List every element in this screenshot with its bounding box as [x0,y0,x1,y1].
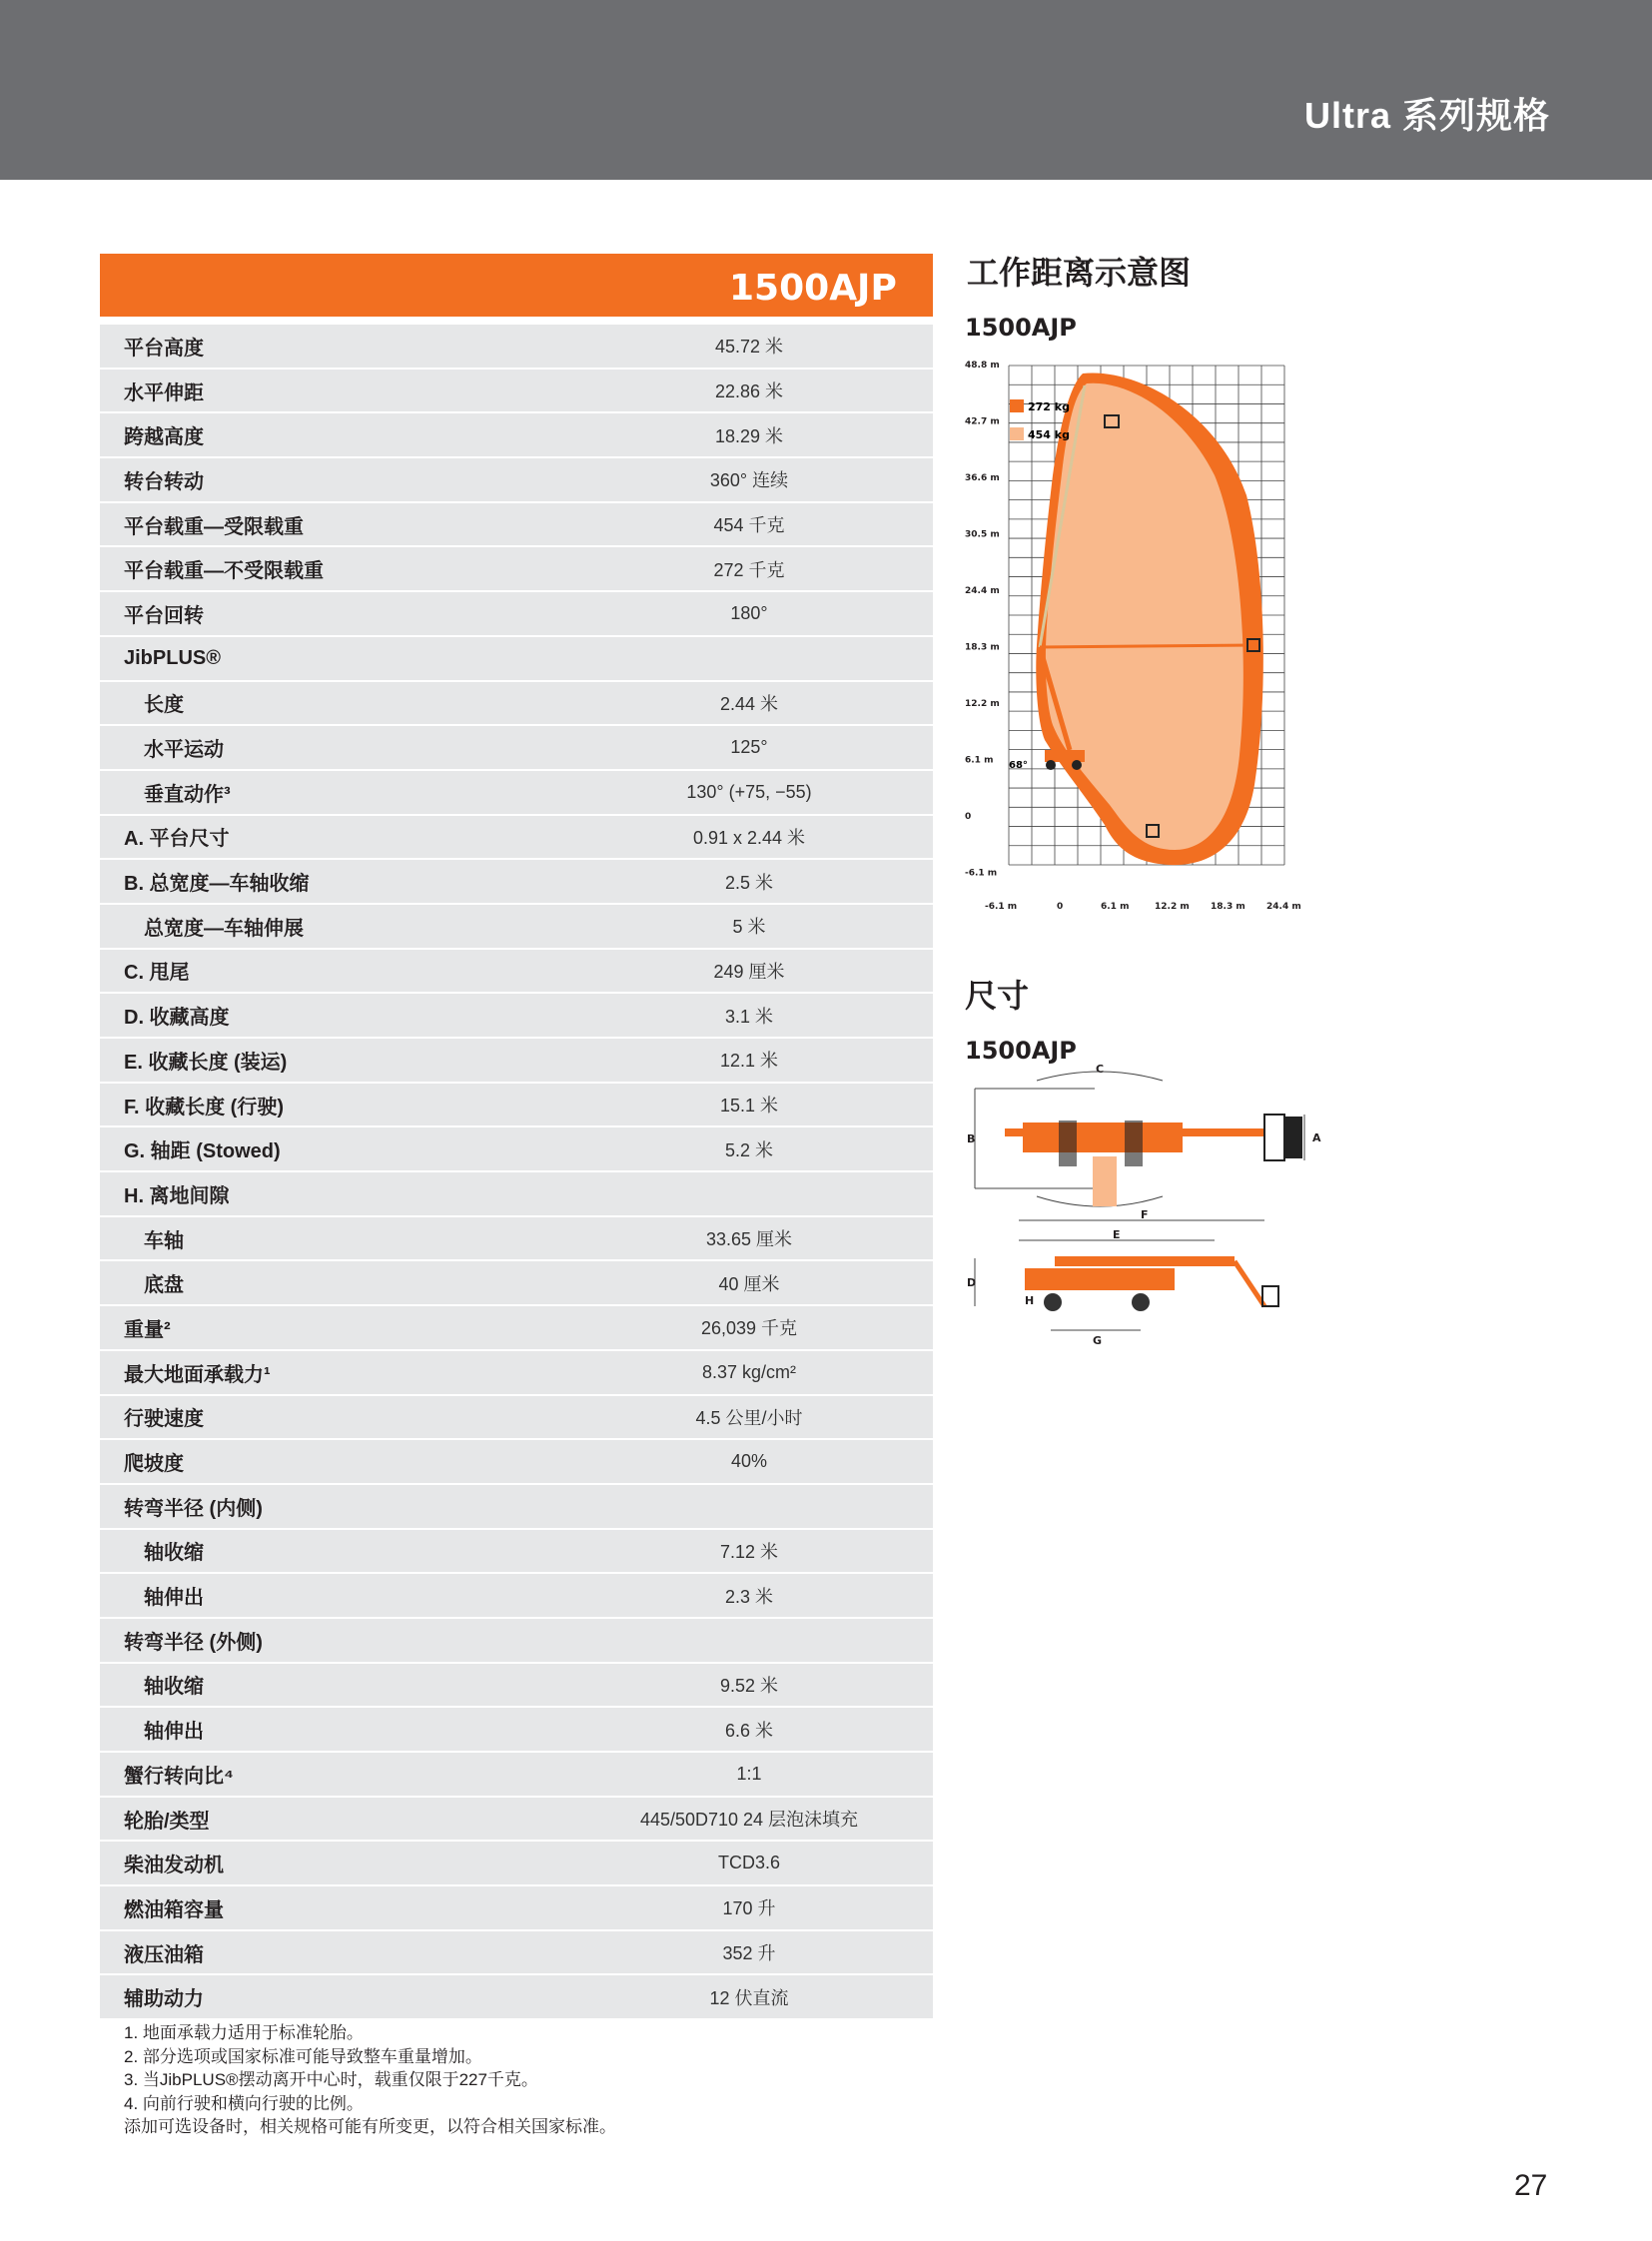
spec-value: 6.6 米 [724,1720,774,1741]
spec-value: 7.12 米 [719,1541,779,1562]
y-axis-label: 12.2 m [965,699,1000,709]
spec-row [100,1217,933,1262]
spec-value: 33.65 厘米 [705,1229,793,1250]
spec-rows [100,325,933,2020]
x-axis-label: -6.1 m [985,902,1018,912]
y-axis-label: 0 [965,812,972,822]
spec-label: 垂直动作³ [144,783,231,806]
wheel-top-view [1125,1120,1143,1166]
envelope-y-labels [965,361,1000,879]
spec-label: 液压油箱 [124,1943,204,1966]
spec-value: 4.5 公里/小时 [695,1407,803,1428]
dimensions-title: 尺寸 [965,978,1030,1014]
spec-label: 转弯半径 (外侧) [124,1631,263,1654]
legend-454-label: 454 kg [1028,428,1070,441]
y-axis-label: 48.8 m [965,361,1000,371]
spec-row [100,1886,933,1931]
spec-row [100,994,933,1039]
spec-row [100,1664,933,1709]
spec-row [100,458,933,503]
working-envelope-diagram [965,356,1314,915]
spec-value: 12 伏直流 [709,1987,789,2008]
spec-row [100,547,933,592]
spec-label: F. 收藏长度 (行驶) [124,1096,284,1119]
spec-value: 249 厘米 [713,961,785,982]
spec-value: 445/50D710 24 层泡沫填充 [639,1810,859,1831]
spec-value: 40% [730,1451,768,1472]
spec-label: 辅助动力 [124,1988,204,2011]
dim-letter-d: D [967,1276,977,1289]
y-axis-label: 42.7 m [965,416,1000,427]
spec-label: 柴油发动机 [124,1855,224,1877]
spec-row [100,771,933,816]
spec-label: A. 平台尺寸 [124,828,230,851]
x-axis-label: 18.3 m [1211,902,1245,912]
spec-row [100,1172,933,1217]
spec-value: 12.1 米 [719,1051,779,1072]
spec-row [100,413,933,458]
spec-value: 45.72 米 [714,337,784,358]
spec-row [100,370,933,414]
spec-label: 平台回转 [124,604,204,627]
chassis-top-view [1023,1122,1183,1152]
spec-value: 9.52 米 [719,1675,779,1696]
y-axis-label: 6.1 m [965,755,994,766]
spec-row [100,1351,933,1396]
chassis-side-view [1025,1268,1175,1290]
spec-value: 360° 连续 [709,470,789,491]
spec-row [100,1485,933,1530]
spec-value: 0.91 x 2.44 米 [692,827,806,848]
dimensions-model: 1500AJP [965,1037,1077,1065]
spec-value: 2.44 米 [719,693,779,714]
dim-letter-f: F [1141,1208,1149,1221]
spec-row [100,1440,933,1485]
spec-value: 352 升 [722,1943,776,1964]
wheel-top-view [1059,1120,1077,1166]
dimensions-diagram [965,1059,1324,1348]
spec-label: 蟹行转向比⁴ [124,1765,234,1788]
spec-row [100,325,933,370]
spec-label: 轴伸出 [144,1721,204,1744]
spec-row [100,1396,933,1441]
x-axis-label: 0 [1057,902,1064,912]
y-axis-label: 24.4 m [965,586,1000,596]
platform-rail-top-view [1284,1117,1302,1158]
spec-label: JibPLUS® [124,646,221,669]
spec-row [100,1753,933,1798]
spec-value: 272 千克 [713,559,785,580]
spec-label: 水平伸距 [124,381,204,404]
y-axis-label: 30.5 m [965,529,1000,540]
spec-label: 爬坡度 [124,1453,184,1476]
spec-row [100,503,933,548]
spec-label: G. 轴距 (Stowed) [124,1140,281,1163]
spec-value: 170 升 [722,1898,776,1919]
spec-value: 15.1 米 [719,1096,779,1117]
spec-row [100,1127,933,1172]
dim-letter-a: A [1312,1131,1321,1144]
jib-side-view [1235,1261,1264,1306]
spec-label: E. 收藏长度 (装运) [124,1051,288,1074]
spec-value: 180° [730,602,768,623]
x-axis-label: 24.4 m [1266,902,1301,912]
spec-row [100,1842,933,1886]
x-axis-label: 12.2 m [1155,902,1190,912]
spec-label: 跨越高度 [124,426,204,449]
spec-value: 3.1 米 [724,1006,774,1027]
spec-value: 8.37 kg/cm² [701,1361,797,1382]
spec-table-header [100,254,933,317]
spec-row [100,1931,933,1976]
boom-side-view [1055,1256,1235,1266]
header-band [0,0,1652,180]
platform-top-view [1264,1115,1284,1160]
spec-label: 转弯半径 (内侧) [124,1497,263,1520]
spec-value: 1:1 [736,1763,762,1784]
spec-label: 行驶速度 [124,1408,204,1431]
spec-label: 车轴 [144,1229,184,1252]
spec-label: 轴收缩 [144,1676,204,1699]
spec-label: 轴收缩 [144,1542,204,1565]
footnotes [124,2021,616,2139]
spec-row [100,682,933,727]
boom-horizontal-line [1040,645,1254,647]
spec-row [100,1798,933,1843]
spec-row [100,726,933,771]
spec-row [100,1619,933,1664]
dim-letter-h: H [1025,1294,1035,1307]
spec-value: 40 厘米 [718,1273,780,1294]
y-axis-label: 18.3 m [965,642,1000,653]
spec-row [100,592,933,637]
spec-value: 22.86 米 [714,381,784,402]
dim-letter-e: E [1113,1228,1121,1241]
spec-label: 平台载重—受限载重 [124,515,304,538]
spec-table [100,254,933,2020]
y-axis-label: 36.6 m [965,473,1000,483]
footnote: 3. 当JibPLUS®摆动离开中心时，载重仅限于227千克。 [124,2070,538,2089]
legend-272-swatch [1010,399,1024,412]
spec-label: D. 收藏高度 [124,1007,230,1030]
spec-row [100,1975,933,2020]
spec-model: 1500AJP [729,268,897,309]
spec-label: 水平运动 [144,739,224,762]
spec-value: TCD3.6 [717,1853,780,1873]
spec-value: 454 千克 [713,515,785,536]
spec-row [100,1261,933,1306]
turntable-counterweight [1093,1156,1117,1206]
spec-label: 轴伸出 [144,1587,204,1610]
spec-row [100,816,933,861]
spec-row [100,1084,933,1128]
spec-label: 平台高度 [124,337,204,360]
envelope-title: 工作距离示意图 [967,255,1192,291]
spec-label: 底盘 [144,1274,184,1297]
envelope-model: 1500AJP [965,314,1077,342]
footnote: 4. 向前行驶和横向行驶的比例。 [124,2093,364,2113]
spec-row [100,1306,933,1351]
spec-label: 转台转动 [124,470,204,493]
spec-label: 长度 [144,694,184,717]
spec-value: 125° [730,737,768,758]
x-axis-label: 6.1 m [1101,902,1130,912]
footnote: 2. 部分选项或国家标准可能导致整车重量增加。 [124,2046,482,2066]
y-axis-label: -6.1 m [965,868,998,879]
wheel-side-view [1044,1293,1062,1311]
spec-label: 平台载重—不受限载重 [124,560,324,583]
spec-label: 最大地面承载力¹ [124,1363,271,1386]
spec-value: 26,039 千克 [700,1318,798,1339]
spec-value: 2.3 米 [724,1586,774,1607]
spec-row [100,1708,933,1753]
spec-label: 轮胎/类型 [124,1810,210,1833]
spec-label: 总宽度—车轴伸展 [144,917,304,940]
footnote: 添加可选设备时，相关规格可能有所变更，以符合相关国家标准。 [124,2117,616,2136]
spec-label: C. 甩尾 [124,962,190,985]
spec-row [100,905,933,950]
spec-row [100,637,933,682]
boom-angle-label: 68° [1009,760,1028,771]
spec-label: H. 离地间隙 [124,1184,230,1207]
legend-454-swatch [1010,427,1024,440]
spec-label: B. 总宽度—车轴收缩 [124,873,310,896]
footnote: 1. 地面承载力适用于标准轮胎。 [124,2023,364,2042]
dim-letter-g: G [1093,1334,1103,1347]
spec-row [100,1574,933,1619]
legend-272-label: 272 kg [1028,400,1070,413]
spec-value: 2.5 米 [724,872,774,893]
wheel-icon [1046,760,1056,770]
dim-letter-b: B [967,1132,976,1145]
spec-row [100,1039,933,1084]
wheel-side-view [1132,1293,1150,1311]
series-title: Ultra 系列规格 [1303,95,1550,136]
envelope-x-labels [985,902,1301,912]
spec-value: 18.29 米 [714,425,784,446]
spec-row [100,950,933,995]
spec-row [100,1530,933,1575]
spec-value: 5 米 [732,917,766,938]
spec-value: 5.2 米 [724,1139,774,1160]
spec-value: 130° (+75, −55) [686,781,812,802]
spec-label: 燃油箱容量 [124,1898,224,1921]
wheel-icon [1072,760,1082,770]
spec-row [100,860,933,905]
spec-label: 重量² [124,1318,171,1341]
dim-letter-c: C [1096,1063,1105,1076]
page-number: 27 [1514,2169,1548,2202]
